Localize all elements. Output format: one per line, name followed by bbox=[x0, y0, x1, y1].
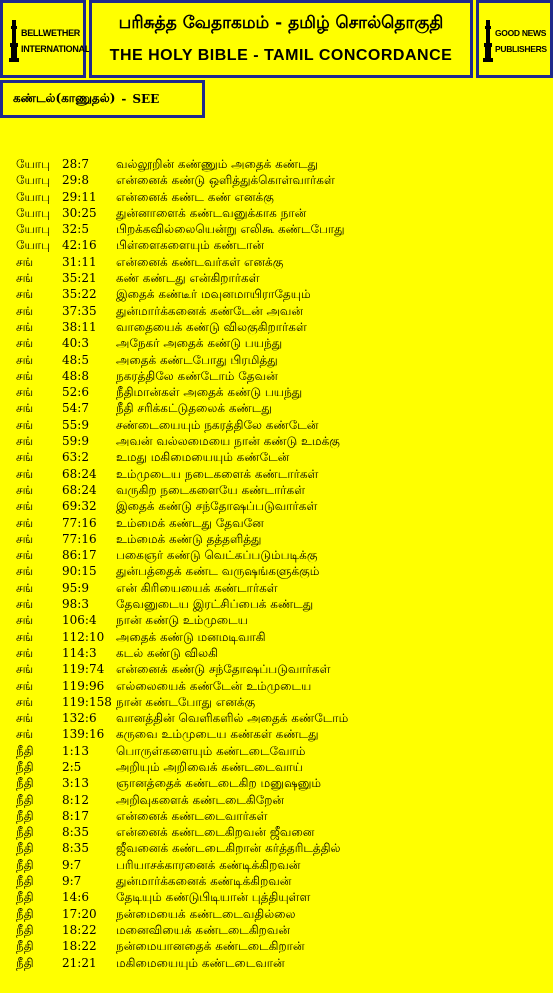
row-text: நகரத்திலே கண்டோம் தேவன் bbox=[116, 368, 278, 383]
title-banner bbox=[89, 0, 473, 78]
row-book: நீதி bbox=[16, 955, 34, 970]
tower-icon bbox=[9, 20, 19, 62]
list-item bbox=[16, 172, 546, 188]
list-item bbox=[16, 922, 546, 938]
row-text: நீதிமான்கள் அதைக் கண்டு பயந்து bbox=[116, 385, 303, 400]
row-book: சங் bbox=[16, 515, 34, 530]
row-text: என்னைக் கண்டடைவார்கள் bbox=[116, 808, 268, 823]
row-book: சங் bbox=[16, 401, 34, 416]
row-text: சண்டையையும் நகரத்திலே கண்டேன் bbox=[116, 417, 319, 432]
row-text: பொருள்களையும் கண்டடைவோம் bbox=[116, 743, 306, 758]
row-book: சங் bbox=[16, 434, 34, 449]
row-book: நீதி bbox=[16, 743, 34, 758]
row-reference: 59:9 bbox=[62, 434, 89, 449]
row-reference: 35:21 bbox=[62, 271, 97, 286]
row-text: வாதையைக் கண்டு விலகுகிறார்கள் bbox=[116, 319, 307, 334]
row-text: என்னைக் கண்டவர்கள் எனக்கு bbox=[116, 254, 284, 269]
row-book: சங் bbox=[16, 417, 34, 432]
row-reference: 8:17 bbox=[62, 808, 89, 823]
list-item bbox=[16, 417, 546, 433]
row-text: நான் கண்டபோது எனக்கு bbox=[116, 694, 256, 709]
row-text: நன்மையைக் கண்டடைவதில்லை bbox=[116, 906, 296, 921]
row-text: கண் கண்டது என்கிறார்கள் bbox=[116, 271, 260, 286]
row-reference: 40:3 bbox=[62, 336, 89, 351]
row-text: ஞானத்தைக் கண்டடைகிற மனுஷனும் bbox=[116, 776, 322, 791]
row-text: பரியாசக்காரனைக் கண்டிக்கிறவன் bbox=[116, 857, 301, 872]
row-reference: 63:2 bbox=[62, 450, 89, 465]
logo-left-line2: INTERNATIONAL bbox=[21, 44, 90, 54]
list-item bbox=[16, 808, 546, 824]
list-item bbox=[16, 759, 546, 775]
list-item bbox=[16, 938, 546, 954]
row-book: சங் bbox=[16, 645, 34, 660]
list-item bbox=[16, 906, 546, 922]
row-reference: 55:9 bbox=[62, 417, 89, 432]
row-reference: 31:11 bbox=[62, 254, 97, 269]
row-text: அவன் வல்லமையை நான் கண்டு உமக்கு bbox=[116, 434, 340, 449]
row-text: அதைக் கண்டு மனமடிவாகி bbox=[116, 629, 266, 644]
row-reference: 98:3 bbox=[62, 597, 89, 612]
row-book: நீதி bbox=[16, 759, 34, 774]
row-book: சங் bbox=[16, 287, 34, 302]
row-book: நீதி bbox=[16, 776, 34, 791]
row-text: உம்மைக் கண்டு தத்தளித்து bbox=[116, 531, 262, 546]
row-text: இதைக் கண்டீர் மவுனமாயிராதேயும் bbox=[116, 287, 311, 302]
row-text: துன்பத்தைக் கண்ட வருஷங்களுக்கும் bbox=[116, 564, 320, 579]
list-item bbox=[16, 286, 546, 302]
list-item bbox=[16, 221, 546, 237]
row-reference: 119:158 bbox=[62, 694, 112, 709]
row-book: நீதி bbox=[16, 808, 34, 823]
list-item bbox=[16, 955, 546, 971]
list-item bbox=[16, 743, 546, 759]
row-reference: 38:11 bbox=[62, 319, 97, 334]
row-book: சங் bbox=[16, 466, 34, 481]
row-reference: 119:74 bbox=[62, 662, 105, 677]
row-reference: 68:24 bbox=[62, 482, 97, 497]
list-item bbox=[16, 482, 546, 498]
row-book: நீதி bbox=[16, 857, 34, 872]
row-reference: 1:13 bbox=[62, 743, 89, 758]
list-item bbox=[16, 531, 546, 547]
good-news-logo bbox=[476, 0, 553, 78]
list-item bbox=[16, 466, 546, 482]
list-item bbox=[16, 824, 546, 840]
row-book: சங் bbox=[16, 678, 34, 693]
row-reference: 90:15 bbox=[62, 564, 97, 579]
row-text: நன்மையானதைக் கண்டடைகிறான் bbox=[116, 939, 305, 954]
list-item bbox=[16, 563, 546, 579]
row-reference: 17:20 bbox=[62, 906, 97, 921]
row-text: என்னைக் கண்ட கண் எனக்கு bbox=[116, 189, 274, 204]
list-item bbox=[16, 857, 546, 873]
row-book: சங் bbox=[16, 548, 34, 563]
row-book: சங் bbox=[16, 352, 34, 367]
row-book: சங் bbox=[16, 271, 34, 286]
row-book: சங் bbox=[16, 662, 34, 677]
list-item bbox=[16, 889, 546, 905]
list-item bbox=[16, 433, 546, 449]
list-item bbox=[16, 205, 546, 221]
row-text: அறியும் அறிவைக் கண்டடைவாய் bbox=[116, 759, 303, 774]
list-item bbox=[16, 678, 546, 694]
row-text: அநேகர் அதைக் கண்டு பயந்து bbox=[116, 336, 283, 351]
list-item bbox=[16, 580, 546, 596]
row-text: பிள்ளைகளையும் கண்டான் bbox=[116, 238, 264, 253]
row-reference: 37:35 bbox=[62, 303, 97, 318]
list-item bbox=[16, 629, 546, 645]
page-title-english: THE HOLY BIBLE - TAMIL CONCORDANCE bbox=[109, 47, 453, 64]
row-text: பகைஞர் கண்டு வெட்கப்படும்படிக்கு bbox=[116, 548, 318, 563]
row-book: நீதி bbox=[16, 874, 34, 889]
row-book: சங் bbox=[16, 319, 34, 334]
row-text: நான் கண்டு உம்முடைய bbox=[116, 613, 248, 628]
keyword-dash: - bbox=[121, 92, 127, 106]
row-book: சங் bbox=[16, 711, 34, 726]
row-text: உம்மைக் கண்டது தேவனே bbox=[116, 515, 264, 530]
list-item bbox=[16, 335, 546, 351]
row-text: இதைக் கண்டு சந்தோஷப்படுவார்கள் bbox=[116, 499, 318, 514]
row-book: நீதி bbox=[16, 939, 34, 954]
list-item bbox=[16, 384, 546, 400]
row-reference: 28:7 bbox=[62, 157, 89, 171]
keyword-word: கண்டல்(காணுதல்) bbox=[13, 91, 116, 105]
row-text: தேவனுடைய இரட்சிப்பைக் கண்டது bbox=[116, 597, 314, 612]
list-item bbox=[16, 792, 546, 808]
row-book: நீதி bbox=[16, 922, 34, 937]
row-reference: 52:6 bbox=[62, 385, 89, 400]
list-item bbox=[16, 873, 546, 889]
row-book: சங் bbox=[16, 564, 34, 579]
row-book: யோபு bbox=[16, 189, 51, 204]
row-reference: 9:7 bbox=[62, 857, 82, 872]
logo-left-line1: BELLWETHER bbox=[21, 28, 80, 38]
row-text: என் கிரியையைக் கண்டார்கள் bbox=[116, 580, 278, 595]
row-text: கருவை உம்முடைய கண்கள் கண்டது bbox=[116, 727, 319, 742]
list-item bbox=[16, 189, 546, 205]
row-text: வல்லூறின் கண்ணும் அதைக் கண்டது bbox=[116, 157, 319, 171]
row-reference: 86:17 bbox=[62, 548, 97, 563]
row-reference: 8:35 bbox=[62, 825, 89, 840]
tower-icon bbox=[483, 20, 493, 62]
row-book: சங் bbox=[16, 385, 34, 400]
row-reference: 8:12 bbox=[62, 792, 89, 807]
row-reference: 139:16 bbox=[62, 727, 105, 742]
row-book: சங் bbox=[16, 694, 34, 709]
list-item bbox=[16, 319, 546, 335]
row-reference: 68:24 bbox=[62, 466, 97, 481]
row-book: யோபு bbox=[16, 157, 51, 171]
list-item bbox=[16, 645, 546, 661]
row-reference: 48:8 bbox=[62, 368, 89, 383]
row-reference: 106:4 bbox=[62, 613, 97, 628]
row-text: வானத்தின் வெளிகளில் அதைக் கண்டோம் bbox=[116, 711, 349, 726]
list-item bbox=[16, 612, 546, 628]
row-book: சங் bbox=[16, 303, 34, 318]
row-reference: 35:22 bbox=[62, 287, 97, 302]
list-item bbox=[16, 710, 546, 726]
row-book: யோபு bbox=[16, 222, 51, 237]
list-item bbox=[16, 515, 546, 531]
row-text: ஜீவனைக் கண்டடைகிறான் கர்த்தரிடத்தில் bbox=[116, 841, 341, 856]
list-item bbox=[16, 840, 546, 856]
logo-right-line1: GOOD NEWS bbox=[495, 28, 547, 38]
row-text: வருகிற நடைகளையே கண்டார்கள் bbox=[116, 482, 306, 497]
row-reference: 54:7 bbox=[62, 401, 89, 416]
row-text: கடல் கண்டு விலகி bbox=[116, 645, 218, 660]
row-reference: 114:3 bbox=[62, 645, 97, 660]
row-reference: 18:22 bbox=[62, 939, 97, 954]
row-book: நீதி bbox=[16, 841, 34, 856]
list-item bbox=[16, 694, 546, 710]
row-book: யோபு bbox=[16, 173, 51, 188]
keyword-heading bbox=[0, 80, 205, 118]
row-reference: 14:6 bbox=[62, 890, 89, 905]
row-reference: 29:8 bbox=[62, 173, 89, 188]
list-item bbox=[16, 449, 546, 465]
row-book: சங் bbox=[16, 482, 34, 497]
row-reference: 32:5 bbox=[62, 222, 89, 237]
row-book: சங் bbox=[16, 336, 34, 351]
row-book: யோபு bbox=[16, 238, 51, 253]
row-text: மகிமையையும் கண்டடைவான் bbox=[116, 955, 285, 970]
list-item bbox=[16, 596, 546, 612]
see-label: SEE bbox=[132, 92, 160, 106]
row-text: உம்முடைய நடைகளைக் கண்டார்கள் bbox=[116, 466, 319, 481]
row-text: என்னைக் கண்டடைகிறவன் ஜீவனை bbox=[116, 825, 315, 840]
row-reference: 21:21 bbox=[62, 955, 97, 970]
row-text: தேடியும் கண்டுபிடியான் புத்தியுள்ள bbox=[116, 890, 311, 905]
row-text: நீதி சரிக்கட்டுதலைக் கண்டது bbox=[116, 401, 272, 416]
row-book: சங் bbox=[16, 368, 34, 383]
list-item bbox=[16, 368, 546, 384]
row-reference: 95:9 bbox=[62, 580, 89, 595]
list-item bbox=[16, 352, 546, 368]
row-book: சங் bbox=[16, 727, 34, 742]
row-reference: 48:5 bbox=[62, 352, 89, 367]
row-book: நீதி bbox=[16, 792, 34, 807]
row-reference: 8:35 bbox=[62, 841, 89, 856]
row-reference: 30:25 bbox=[62, 205, 97, 220]
concordance-list bbox=[16, 156, 546, 971]
row-text: துன்னாளைக் கண்டவனுக்காக நான் bbox=[116, 205, 307, 220]
logo-right-line2: PUBLISHERS bbox=[495, 44, 547, 54]
row-reference: 29:11 bbox=[62, 189, 97, 204]
row-text: பிறக்கவில்லையென்று எலிகூ கண்டபோது bbox=[116, 222, 345, 237]
row-text: எல்லையைக் கண்டேன் உம்முடைய bbox=[116, 678, 312, 693]
row-reference: 69:32 bbox=[62, 499, 97, 514]
list-item bbox=[16, 270, 546, 286]
list-item bbox=[16, 775, 546, 791]
row-book: சங் bbox=[16, 499, 34, 514]
row-text: என்னைக் கண்டு சந்தோஷப்படுவார்கள் bbox=[116, 662, 331, 677]
list-item bbox=[16, 254, 546, 270]
row-text: உமது மகிமையையும் கண்டேன் bbox=[116, 450, 290, 465]
list-item bbox=[16, 661, 546, 677]
row-reference: 42:16 bbox=[62, 238, 97, 253]
list-item bbox=[16, 498, 546, 514]
row-book: நீதி bbox=[16, 825, 34, 840]
row-reference: 119:96 bbox=[62, 678, 105, 693]
list-item bbox=[16, 547, 546, 563]
row-text: மனைவியைக் கண்டடைகிறவன் bbox=[116, 922, 290, 937]
row-book: சங் bbox=[16, 580, 34, 595]
row-reference: 77:16 bbox=[62, 531, 97, 546]
row-book: சங் bbox=[16, 254, 34, 269]
row-reference: 9:7 bbox=[62, 874, 82, 889]
list-item bbox=[16, 156, 546, 172]
page-title-tamil: பரிசுத்த வேதாகமம் - தமிழ் சொல்தொகுதி bbox=[118, 13, 444, 33]
list-item bbox=[16, 237, 546, 253]
row-book: சங் bbox=[16, 450, 34, 465]
row-text: அதைக் கண்டபோது பிரமித்து bbox=[116, 352, 278, 367]
row-reference: 18:22 bbox=[62, 922, 97, 937]
list-item bbox=[16, 400, 546, 416]
row-text: என்னைக் கண்டு ஒளித்துக்கொள்வார்கள் bbox=[116, 173, 335, 188]
bellwether-logo bbox=[0, 0, 90, 78]
row-book: சங் bbox=[16, 531, 34, 546]
row-book: சங் bbox=[16, 613, 34, 628]
row-text: துன்மார்க்கனைக் கண்டிக்கிறவன் bbox=[116, 874, 292, 889]
row-text: அறிவுகளைக் கண்டடைகிறேன் bbox=[116, 792, 285, 807]
row-reference: 132:6 bbox=[62, 711, 97, 726]
row-reference: 3:13 bbox=[62, 776, 89, 791]
row-reference: 77:16 bbox=[62, 515, 97, 530]
row-reference: 112:10 bbox=[62, 629, 105, 644]
row-reference: 2:5 bbox=[62, 759, 82, 774]
row-book: சங் bbox=[16, 597, 34, 612]
list-item bbox=[16, 726, 546, 742]
row-book: யோபு bbox=[16, 205, 51, 220]
row-book: சங் bbox=[16, 629, 34, 644]
row-text: துன்மார்க்கனைக் கண்டேன் அவன் bbox=[116, 303, 303, 318]
row-book: நீதி bbox=[16, 890, 34, 905]
row-book: நீதி bbox=[16, 906, 34, 921]
list-item bbox=[16, 303, 546, 319]
